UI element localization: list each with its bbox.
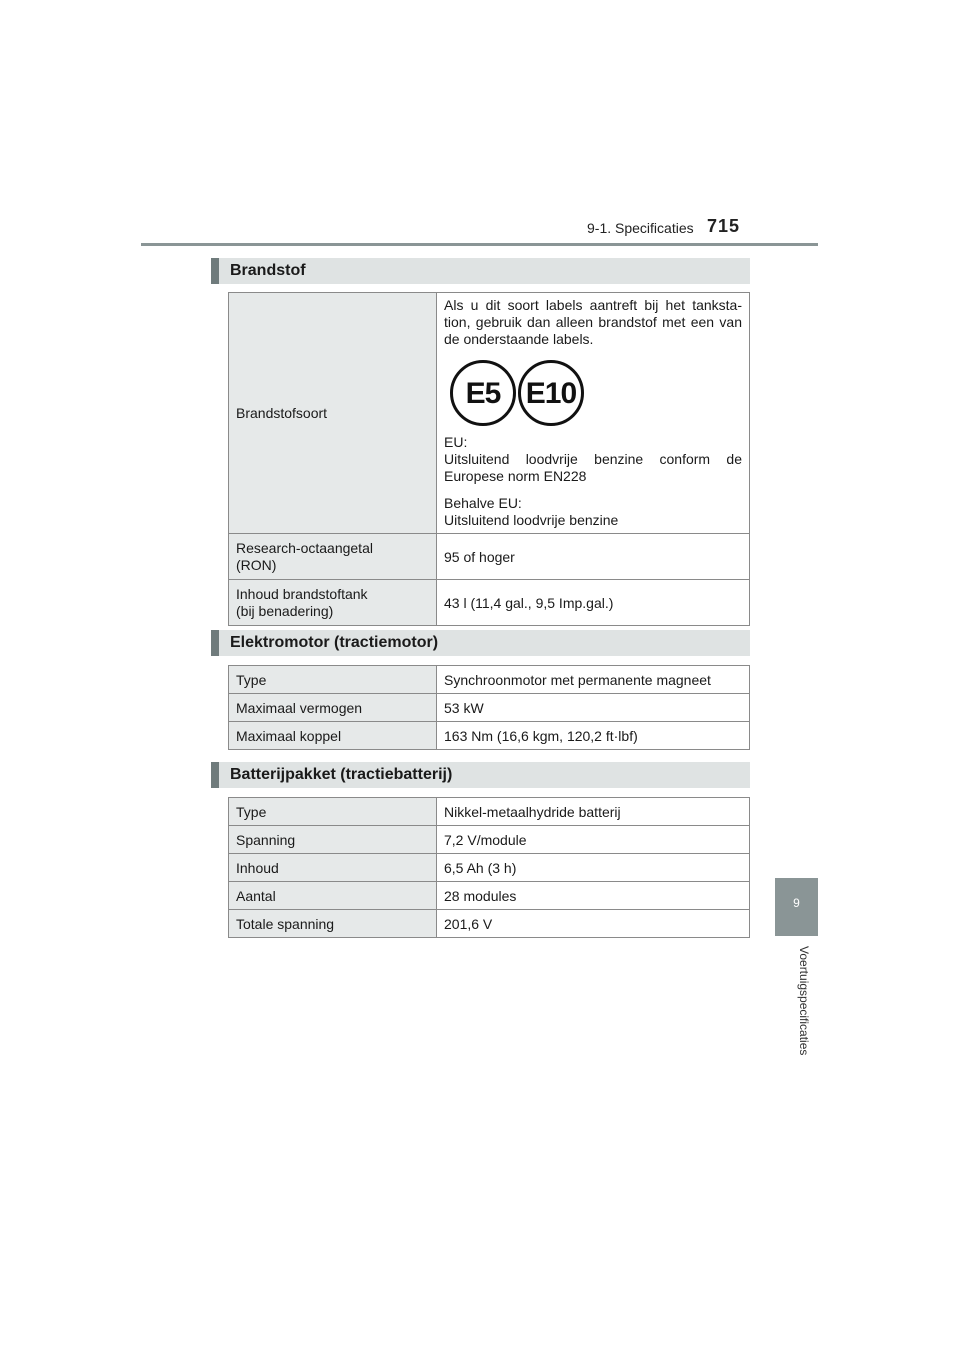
section-header-elektromotor <box>211 630 750 656</box>
table-row <box>229 666 750 694</box>
table-row <box>229 910 750 938</box>
page-number: 715 <box>707 216 741 236</box>
spec-value: 7,2 V/module <box>437 826 750 854</box>
section-title: Brandstof <box>230 262 306 279</box>
table-row <box>229 798 750 826</box>
spec-key: Type <box>229 798 437 826</box>
spec-key: Inhoud <box>229 854 437 882</box>
spec-value: 6,5 Ah (3 h) <box>437 854 750 882</box>
motor-spec-table <box>228 665 750 750</box>
table-row <box>229 293 750 534</box>
spec-key: Research-octaangetal (RON) <box>229 534 437 580</box>
table-row <box>229 580 750 626</box>
eu-text: Uitsluitend loodvrije benzine conform de Europese norm EN228 <box>444 451 742 484</box>
fuel-type-cell <box>437 293 750 534</box>
non-eu-text: Uitsluitend loodvrije benzine <box>444 512 619 528</box>
chapter-tab <box>775 878 818 936</box>
table-row <box>229 534 750 580</box>
spec-key: Maximaal vermogen <box>229 694 437 722</box>
table-row <box>229 854 750 882</box>
spec-key: Inhoud brandstoftank (bij benadering) <box>229 580 437 626</box>
spec-value: 53 kW <box>437 694 750 722</box>
section-title: Batterijpakket (tractiebatterij) <box>230 766 453 783</box>
chapter-label: Voertuigspecificaties <box>797 946 811 1056</box>
section-header-brandstof <box>211 258 750 284</box>
table-row <box>229 694 750 722</box>
section-header-batterij <box>211 762 750 788</box>
spec-value: Nikkel-metaalhydride batterij <box>437 798 750 826</box>
fuel-labels <box>450 360 742 426</box>
spec-value: 95 of hoger <box>437 534 750 580</box>
table-row <box>229 722 750 750</box>
spec-key: Totale spanning <box>229 910 437 938</box>
header-section-title: 9-1. Specificaties <box>587 220 694 236</box>
non-eu-heading: Behalve EU: <box>444 495 522 511</box>
e10-label-icon: E10 <box>518 360 584 426</box>
spec-key: Brandstofsoort <box>229 293 437 534</box>
spec-value: 28 modules <box>437 882 750 910</box>
chapter-number: 9 <box>793 896 800 910</box>
spec-value: 163 Nm (16,6 kgm, 120,2 ft·lbf) <box>437 722 750 750</box>
eu-heading: EU: <box>444 434 468 450</box>
fuel-spec-table <box>228 292 750 626</box>
spec-key: Maximaal koppel <box>229 722 437 750</box>
spec-key: Type <box>229 666 437 694</box>
battery-spec-table <box>228 797 750 938</box>
header-rule <box>141 243 818 246</box>
section-title: Elektromotor (tractiemotor) <box>230 634 439 651</box>
table-row <box>229 882 750 910</box>
spec-key: Spanning <box>229 826 437 854</box>
e5-label-icon: E5 <box>450 360 516 426</box>
fuel-intro-text: Als u dit soort labels aantreft bij het tanksta-tion, gebruik dan alleen brandstof met een van de onderstaande labels. <box>444 297 742 347</box>
table-row <box>229 826 750 854</box>
spec-value: Synchroonmotor met permanente magneet <box>437 666 750 694</box>
spec-value: 43 l (11,4 gal., 9,5 Imp.gal.) <box>437 580 750 626</box>
spec-key: Aantal <box>229 882 437 910</box>
spec-value: 201,6 V <box>437 910 750 938</box>
